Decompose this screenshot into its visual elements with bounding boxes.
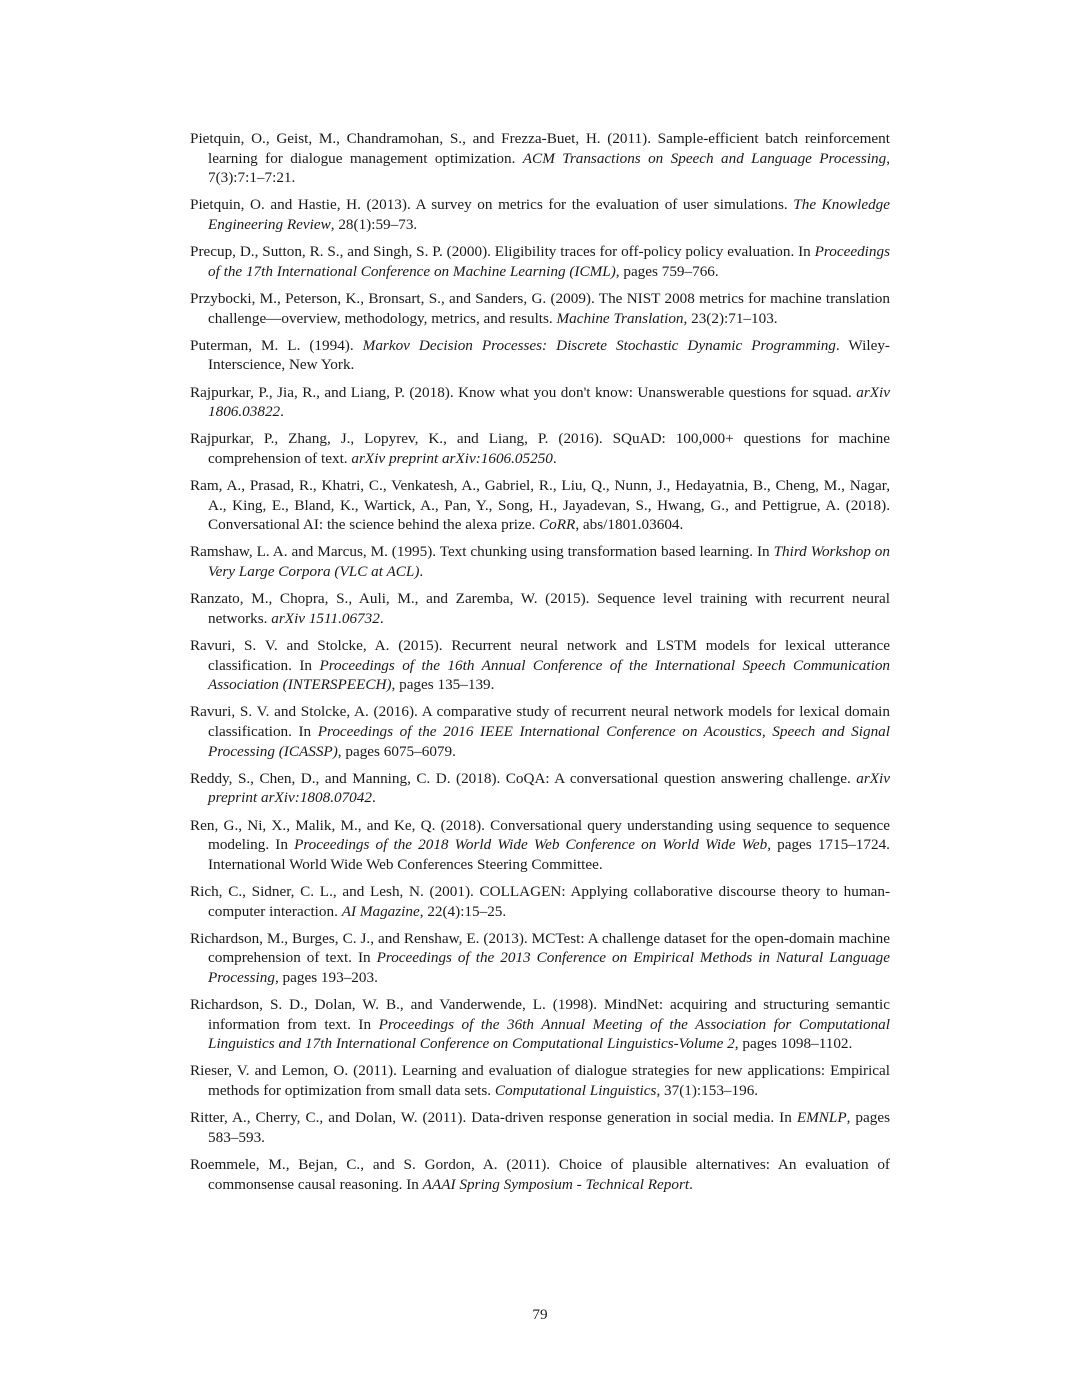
reference-item: Ren, G., Ni, X., Malik, M., and Ke, Q. (2018). Conversational query understanding using sequence to sequence modeling. In Proceedings of the 2018 World Wide Web Conference on World Wide Web, pages 1715–1724. International World Wide Web Conferences Steering Committee. xyxy=(190,816,890,873)
reference-item: Puterman, M. L. (1994). Markov Decision Processes: Discrete Stochastic Dynamic Programming. Wiley-Interscience, New York. xyxy=(190,336,890,374)
reference-item: Roemmele, M., Bejan, C., and S. Gordon, A. (2011). Choice of plausible alternatives: An evaluation of commonsense causal reasoning. In AAAI Spring Symposium - Technical Report. xyxy=(190,1156,890,1193)
reference-item: Pietquin, O. and Hastie, H. (2013). A survey on metrics for the evaluation of user simulations. The Knowledge Engineering Review, 28(1):59–73. xyxy=(190,196,890,233)
reference-item: Ritter, A., Cherry, C., and Dolan, W. (2011). Data-driven response generation in social media. In EMNLP, pages 583–593. xyxy=(190,1109,890,1146)
reference-item: Richardson, M., Burges, C. J., and Renshaw, E. (2013). MCTest: A challenge dataset for the open-domain machine comprehension of text. In Proceedings of the 2013 Conference on Empirical Methods in Natural Language Processing, pages 193–203. xyxy=(190,929,890,986)
reference-item: Rajpurkar, P., Zhang, J., Lopyrev, K., and Liang, P. (2016). SQuAD: 100,000+ questions for machine comprehension of text. arXiv preprint arXiv:1606.05250. xyxy=(190,430,890,467)
reference-item: Rich, C., Sidner, C. L., and Lesh, N. (2001). COLLAGEN: Applying collaborative discourse theory to human-computer interaction. AI Magazine, 22(4):15–25. xyxy=(190,882,890,920)
reference-item: Pietquin, O., Geist, M., Chandramohan, S., and Frezza-Buet, H. (2011). Sample-efficient batch reinforcement learning for dialogue management optimization. ACM Transactions on Speech and Language Processing, 7(3):7:1–7:21. xyxy=(190,130,890,187)
reference-item: Reddy, S., Chen, D., and Manning, C. D. (2018). CoQA: A conversational question answering challenge. arXiv preprint arXiv:1808.07042. xyxy=(190,769,890,807)
reference-item: Richardson, S. D., Dolan, W. B., and Vanderwende, L. (1998). MindNet: acquiring and structuring semantic information from text. In Proceedings of the 36th Annual Meeting of the Association for Computational Linguistics and 17th International Conference on Computational Linguistics-Volume 2, pages 1098–1102. xyxy=(190,996,890,1053)
reference-list xyxy=(190,129,890,1202)
reference-item: Ram, A., Prasad, R., Khatri, C., Venkatesh, A., Gabriel, R., Liu, Q., Nunn, J., Hedayatnia, B., Cheng, M., Nagar, A., King, E., Bland, K., Wartick, A., Pan, Y., Song, H., Jayadevan, S., Hwang, G., and Pettigrue, A. (2018). Conversational AI: the science behind the alexa prize. CoRR, abs/1801.03604. xyxy=(190,477,890,534)
reference-item: Rajpurkar, P., Jia, R., and Liang, P. (2018). Know what you don't know: Unanswerable questions for squad. arXiv 1806.03822. xyxy=(190,383,890,421)
reference-item: Precup, D., Sutton, R. S., and Singh, S. P. (2000). Eligibility traces for off-policy policy evaluation. In Proceedings of the 17th International Conference on Machine Learning (ICML), pages 759–766. xyxy=(190,243,890,280)
reference-item: Przybocki, M., Peterson, K., Bronsart, S., and Sanders, G. (2009). The NIST 2008 metrics for machine translation challenge—overview, methodology, metrics, and results. Machine Translation, 23(2):71–103. xyxy=(190,289,890,327)
page-number: 79 xyxy=(532,1306,548,1323)
reference-item: Ravuri, S. V. and Stolcke, A. (2015). Recurrent neural network and LSTM models for lexical utterance classification. In Proceedings of the 16th Annual Conference of the International Speech Communication Association (INTERSPEECH), pages 135–139. xyxy=(190,637,891,694)
reference-item: Ravuri, S. V. and Stolcke, A. (2016). A comparative study of recurrent neural network models for lexical domain classification. In Proceedings of the 2016 IEEE International Conference on Acoustics, Speech and Signal Processing (ICASSP), pages 6075–6079. xyxy=(190,703,890,760)
reference-item: Ranzato, M., Chopra, S., Auli, M., and Zaremba, W. (2015). Sequence level training with recurrent neural networks. arXiv 1511.06732. xyxy=(190,590,890,627)
reference-item: Ramshaw, L. A. and Marcus, M. (1995). Text chunking using transformation based learning. In Third Workshop on Very Large Corpora (VLC at ACL). xyxy=(190,543,890,581)
reference-item: Rieser, V. and Lemon, O. (2011). Learning and evaluation of dialogue strategies for new applications: Empirical methods for optimization from small data sets. Computational Linguistics, 37(1):153–196. xyxy=(190,1062,890,1100)
